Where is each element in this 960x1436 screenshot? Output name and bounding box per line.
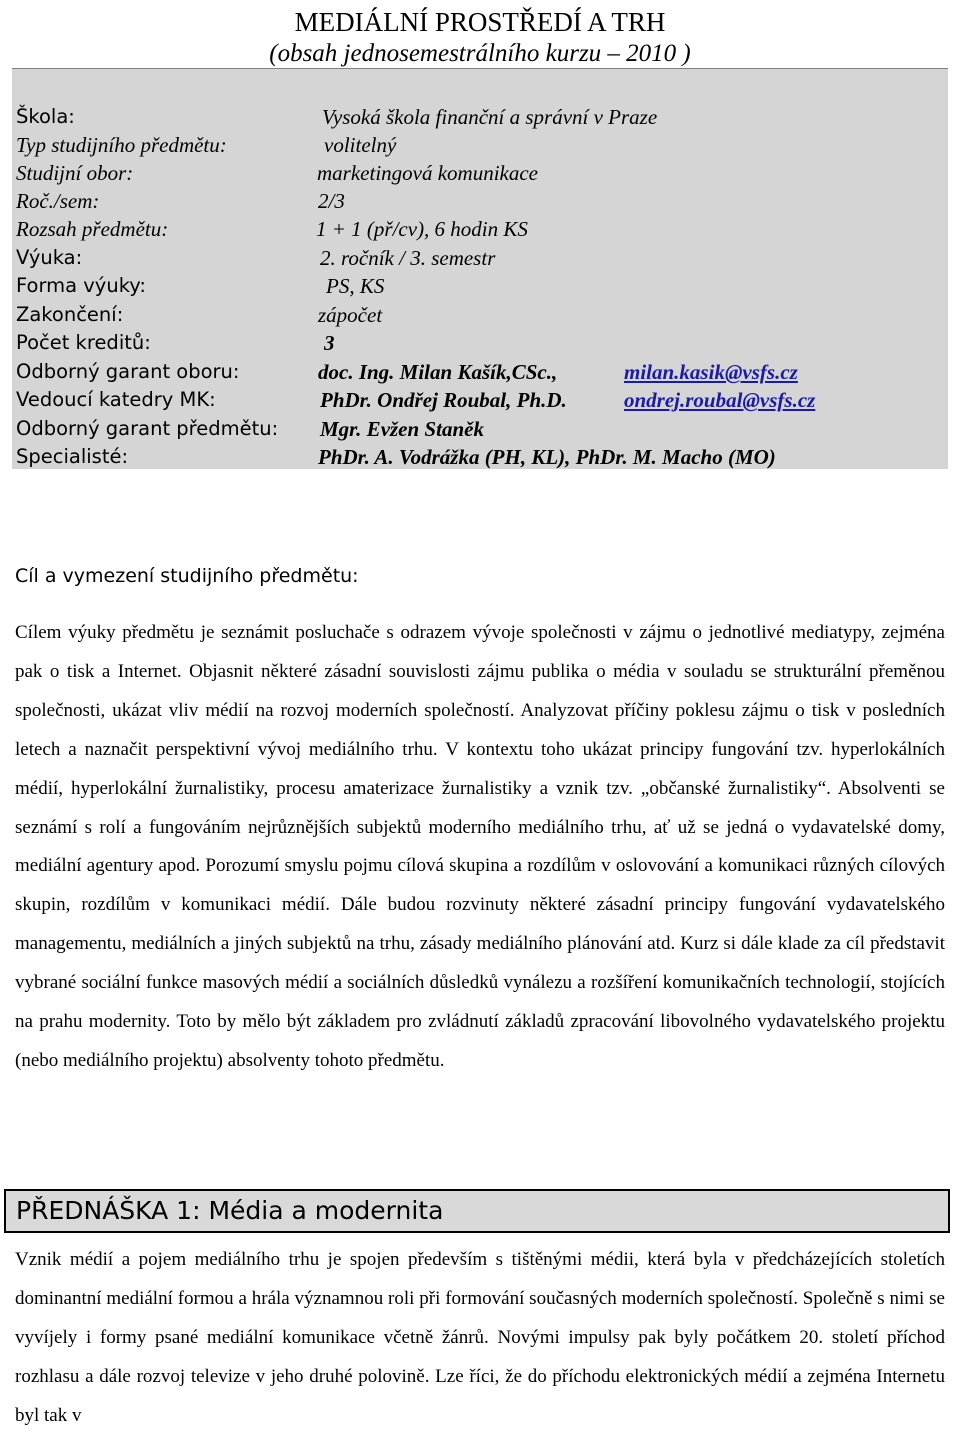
info-value: 1 + 1 (př/cv), 6 hodin KS (316, 217, 528, 241)
info-value: PhDr. A. Vodrážka (PH, KL), PhDr. M. Macho (MO) (318, 445, 776, 469)
info-row-course-scope (12, 215, 948, 243)
info-label: Odborný garant předmětu: (16, 417, 279, 440)
info-label: Specialisté: (16, 445, 129, 468)
info-row-teaching-form (12, 272, 948, 300)
email-link[interactable]: milan.kasik@vsfs.cz (624, 360, 798, 384)
info-label: Forma výuky: (16, 274, 146, 297)
info-label: Zakončení: (16, 303, 124, 326)
email-link[interactable]: ondrej.roubal@vsfs.cz (624, 388, 816, 412)
info-value: 2/3 (318, 189, 345, 213)
info-row-completion (12, 301, 948, 329)
info-label: Studijní obor: (16, 161, 134, 185)
info-row-department-head (12, 386, 948, 414)
info-label: Škola: (16, 105, 75, 128)
info-value: PhDr. Ondřej Roubal, Ph.D. (320, 388, 567, 412)
info-label: Vedoucí katedry MK: (16, 388, 216, 411)
info-value: Vysoká škola finanční a správní v Praze (322, 105, 658, 129)
info-value: marketingová komunikace (317, 161, 539, 185)
info-value: PS, KS (326, 274, 385, 298)
document-header (12, 3, 948, 69)
document-title: MEDIÁLNÍ PROSTŘEDÍ A TRH (294, 7, 666, 37)
info-row-specialists (12, 443, 948, 471)
info-value: 2. ročník / 3. semestr (320, 246, 496, 270)
info-value: 3 (324, 331, 335, 355)
info-value: volitelný (324, 133, 397, 157)
info-row-course-guarantor (12, 415, 948, 443)
info-row-credits (12, 329, 948, 357)
info-label: Roč./sem: (16, 189, 100, 213)
course-info-table (12, 69, 948, 469)
goal-heading: Cíl a vymezení studijního předmětu: (15, 565, 359, 587)
info-value: doc. Ing. Milan Kašík,CSc., (318, 360, 558, 384)
info-label: Počet kreditů: (16, 331, 151, 354)
info-label: Rozsah předmětu: (16, 217, 169, 241)
info-value: zápočet (318, 303, 383, 327)
info-row-study-field (12, 159, 948, 187)
info-row-school (12, 103, 948, 131)
info-label: Výuka: (16, 246, 83, 269)
lecture-heading-box (4, 1189, 950, 1233)
goal-paragraph: Cílem výuky předmětu je seznámit posluchače s odrazem vývoje společnosti v zájmu o jednotlivé mediatypy, zejména pak o tisk a Internet. Objasnit některé zásadní souvislosti zájmu publika o média v souladu se strukturální přeměnou společnosti, ukázat vliv médií na rozvoj moderních společností. Analyzovat příčiny poklesu zájmu o tisk v posledních letech a naznačit perspektivní vývoj mediálního trhu. V kontextu toho ukázat principy fungování tzv. hyperlokálních médií, hyperlokální žurnalistiky, procesu amaterizace žurnalistiky a vznik tzv. „občanské žurnalistiky“. Absolventi se seznámí s rolí a fungováním nejrůznějších subjektů moderního mediálního trhu, ať už se jedná o vydavatelské domy, mediální agentury apod. Porozumí smyslu pojmu cílová skupina a rozdílům v oslovování a komunikaci různých cílových skupin, rozdílům v komunikaci médií. Dále budou rozvinuty některé zásadní principy fungování vydavatelského managementu, mediálních a jiných subjektů na trhu, zásady mediálního plánování atd. Kurz si dále klade za cíl představit vybrané sociální funkce masových médií a sociálních důsledků vynálezu a rozšíření komunikačních technologií, stojících na prahu modernity. Toto by mělo být základem pro zvládnutí základů zpracování libovolného vydavatelského projektu (nebo mediálního projektu) absolventy tohoto předmětu. (15, 622, 945, 1071)
info-row-year-semester (12, 187, 948, 215)
info-label: Odborný garant oboru: (16, 360, 240, 383)
info-row-teaching (12, 244, 948, 272)
info-value: Mgr. Evžen Staněk (320, 417, 484, 441)
document-subtitle: (obsah jednosemestrálního kurzu – 2010 ) (269, 40, 691, 67)
lecture-paragraph: Vznik médií a pojem mediálního trhu je spojen především s tištěnými médii, která byla v předcházejících stoletích dominantní mediální formou a hrála významnou roli při formování současných moderních společností. Společně s nimi se vyvíjely i formy psané mediální komunikace včetně žánrů. Novými impulsy pak byly počátkem 20. století příchod rozhlasu a dále rozvoj televize v jeho druhé polovině. Lze říci, že do příchodu elektronických médií a zejména Internetu byl tak v (15, 1249, 945, 1426)
info-row-field-guarantor (12, 358, 948, 386)
info-label: Typ studijního předmětu: (16, 133, 227, 157)
info-row-course-type (12, 131, 948, 159)
lecture-title: PŘEDNÁŠKA 1: Média a modernita (16, 1196, 444, 1225)
